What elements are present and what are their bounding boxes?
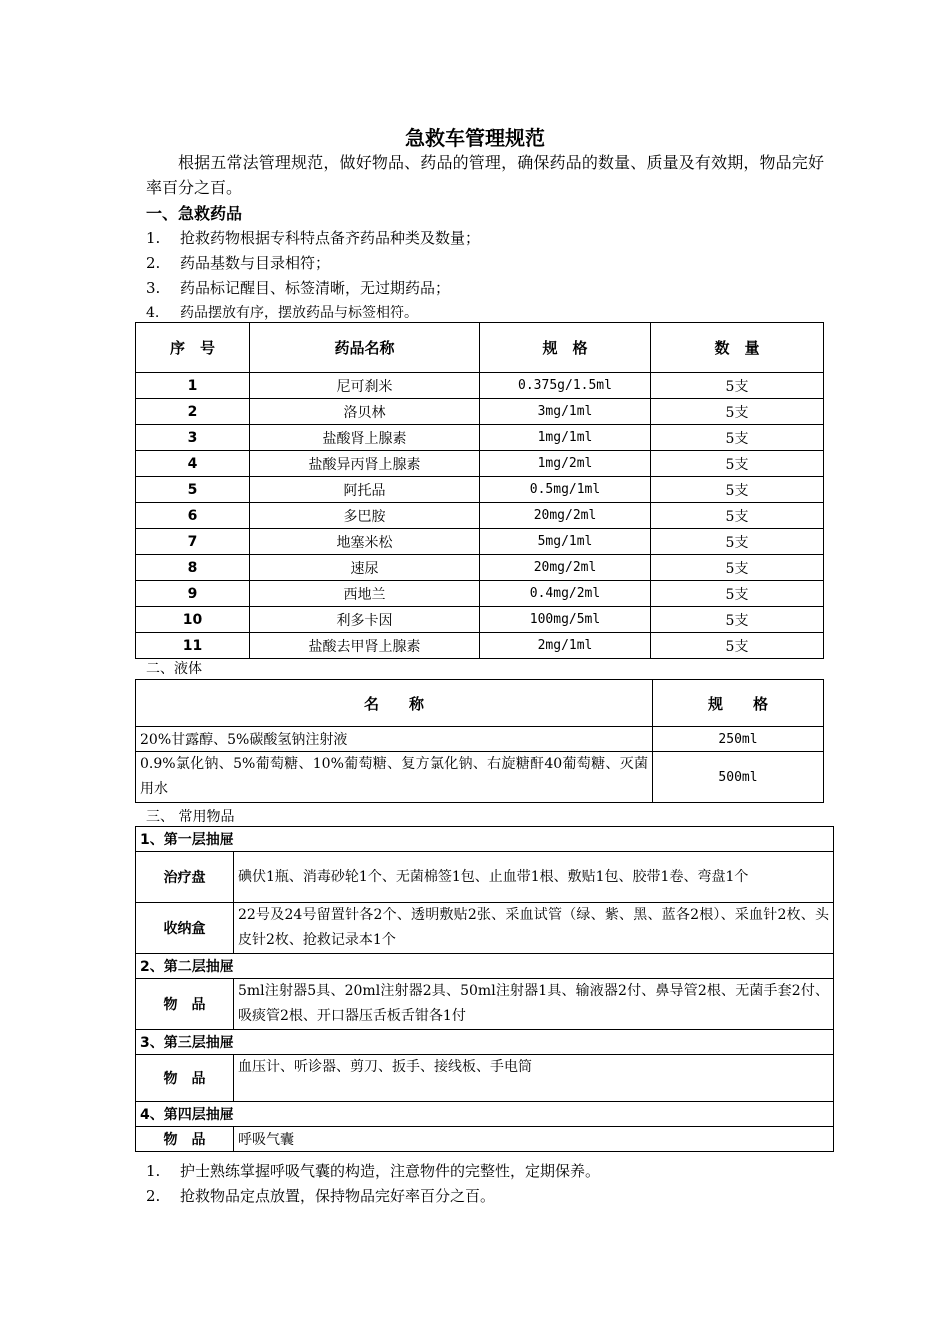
cell-drug-name: 盐酸异丙肾上腺素 [250,451,480,477]
item-label: 收纳盒 [136,903,234,954]
cell-index: 9 [136,581,250,607]
cell-quantity: 5支 [651,529,824,555]
table-row [136,555,824,581]
cell-quantity: 5支 [651,581,824,607]
table-row [136,425,824,451]
list-text: 药品标记醒目、标签清晰，无过期药品； [180,279,451,297]
cell-spec: 2mg/1ml [480,633,651,659]
cell-quantity: 5支 [651,451,824,477]
cell-spec: 0.5mg/1ml [480,477,651,503]
item-contents: 呼吸气囊 [234,1127,834,1152]
cell-quantity: 5支 [651,633,824,659]
cell-drug-name: 多巴胺 [250,503,480,529]
note-text: 抢救物品定点放置，保持物品完好率百分之百。 [180,1187,496,1205]
note-text: 护士熟练掌握呼吸气囊的构造，注意物件的完整性，定期保养。 [180,1162,601,1180]
table-header-row [136,323,824,373]
cell-spec: 20mg/2ml [480,555,651,581]
table-header-row [136,680,824,727]
table-row [136,399,824,425]
column-header: 规 格 [480,323,651,373]
cell-drug-name: 西地兰 [250,581,480,607]
cell-index: 10 [136,607,250,633]
cell-quantity: 5支 [651,477,824,503]
cell-spec: 5mg/1ml [480,529,651,555]
table-row [136,852,834,903]
drawer-row [136,1102,834,1127]
fluid-table [135,679,824,803]
table-row [136,581,824,607]
item-contents: 22号及24号留置针各2个、透明敷贴2张、采血试管（绿、紫、黑、蓝各2根）、采血针2枚、头皮针2枚、抢救记录本1个 [234,903,834,954]
cell-index: 4 [136,451,250,477]
item-label: 物 品 [136,1127,234,1152]
table-row [136,373,824,399]
cell-spec: 0.375g/1.5ml [480,373,651,399]
list-text: 药品基数与目录相符； [180,254,331,272]
table-row [136,607,824,633]
table-row [136,477,824,503]
column-header: 序 号 [136,323,250,373]
table-row [136,633,824,659]
list-number: 1. [146,1162,161,1180]
drawer-heading: 2、第二层抽屉 [136,954,834,979]
cell-index: 11 [136,633,250,659]
cell-quantity: 5支 [651,399,824,425]
drawer-row [136,954,834,979]
table-row [136,979,834,1030]
drawer-row [136,1030,834,1055]
list-number: 2. [146,1187,161,1205]
list-text: 抢救药物根据专科特点备齐药品种类及数量； [180,229,481,247]
supplies-table [135,826,834,1152]
cell-spec: 1mg/1ml [480,425,651,451]
cell-drug-name: 阿托品 [250,477,480,503]
table-row [136,1127,834,1152]
item-contents: 碘伏1瓶、消毒砂轮1个、无菌棉签1包、止血带1根、敷贴1包、胶带1卷、弯盘1个 [234,852,834,903]
cell-spec: 0.4mg/2ml [480,581,651,607]
section-heading-fluids: 二、液体 [146,661,202,677]
table-row [136,1055,834,1102]
item-contents: 血压计、听诊器、剪刀、扳手、接线板、手电筒 [234,1055,834,1102]
cell-quantity: 5支 [651,425,824,451]
table-row [136,727,824,752]
item-contents: 5ml注射器5具、20ml注射器2具、50ml注射器1具、输液器2付、鼻导管2根、无菌手套2付、吸痰管2根、开口器压舌板舌钳各1付 [234,979,834,1030]
list-item [146,302,418,322]
cell-spec: 100mg/5ml [480,607,651,633]
list-number: 1. [146,229,161,247]
cell-drug-name: 尼可刹米 [250,373,480,399]
drawer-heading: 4、第四层抽屉 [136,1102,834,1127]
column-header: 规 格 [653,680,824,727]
cell-index: 2 [136,399,250,425]
note-item [146,1185,495,1206]
list-number: 3. [146,279,161,297]
cell-quantity: 5支 [651,555,824,581]
cell-index: 1 [136,373,250,399]
cell-spec: 500ml [653,752,824,803]
table-row [136,903,834,954]
list-item [146,277,450,298]
drawer-heading: 3、第三层抽屉 [136,1030,834,1055]
cell-drug-name: 洛贝林 [250,399,480,425]
drawer-heading: 1、第一层抽屉 [136,827,834,852]
cell-quantity: 5支 [651,373,824,399]
table-row [136,752,824,803]
list-text: 药品摆放有序，摆放药品与标签相符。 [180,305,418,321]
cell-quantity: 5支 [651,607,824,633]
table-row [136,503,824,529]
item-label: 物 品 [136,1055,234,1102]
column-header: 名 称 [136,680,653,727]
cell-index: 6 [136,503,250,529]
cell-spec: 20mg/2ml [480,503,651,529]
cell-fluid-name: 20%甘露醇、5%碳酸氢钠注射液 [136,727,653,752]
cell-index: 8 [136,555,250,581]
list-number: 4. [146,305,160,321]
intro-paragraph: 根据五常法管理规范，做好物品、药品的管理，确保药品的数量、质量及有效期，物品完好率百分之百。 [146,153,824,197]
cell-index: 3 [136,425,250,451]
table-row [136,529,824,555]
cell-quantity: 5支 [651,503,824,529]
column-header: 药品名称 [250,323,480,373]
cell-drug-name: 盐酸肾上腺素 [250,425,480,451]
cell-index: 5 [136,477,250,503]
column-header: 数 量 [651,323,824,373]
cell-fluid-name: 0.9%氯化钠、5%葡萄糖、10%葡萄糖、复方氯化钠、右旋糖酐40葡萄糖、灭菌用水 [136,752,653,803]
page-title: 急救车管理规范 [405,126,545,150]
cell-index: 7 [136,529,250,555]
cell-spec: 1mg/2ml [480,451,651,477]
drug-table [135,322,824,659]
section-heading-drugs: 一、急救药品 [146,204,243,223]
section-heading-supplies: 三、 常用物品 [146,809,235,825]
list-item [146,252,330,273]
list-item [146,227,480,248]
cell-spec: 3mg/1ml [480,399,651,425]
cell-drug-name: 地塞米松 [250,529,480,555]
cell-drug-name: 盐酸去甲肾上腺素 [250,633,480,659]
item-label: 治疗盘 [136,852,234,903]
note-item [146,1160,600,1181]
table-row [136,451,824,477]
list-number: 2. [146,254,161,272]
item-label: 物 品 [136,979,234,1030]
cell-drug-name: 速尿 [250,555,480,581]
cell-spec: 250ml [653,727,824,752]
cell-drug-name: 利多卡因 [250,607,480,633]
drawer-row [136,827,834,852]
